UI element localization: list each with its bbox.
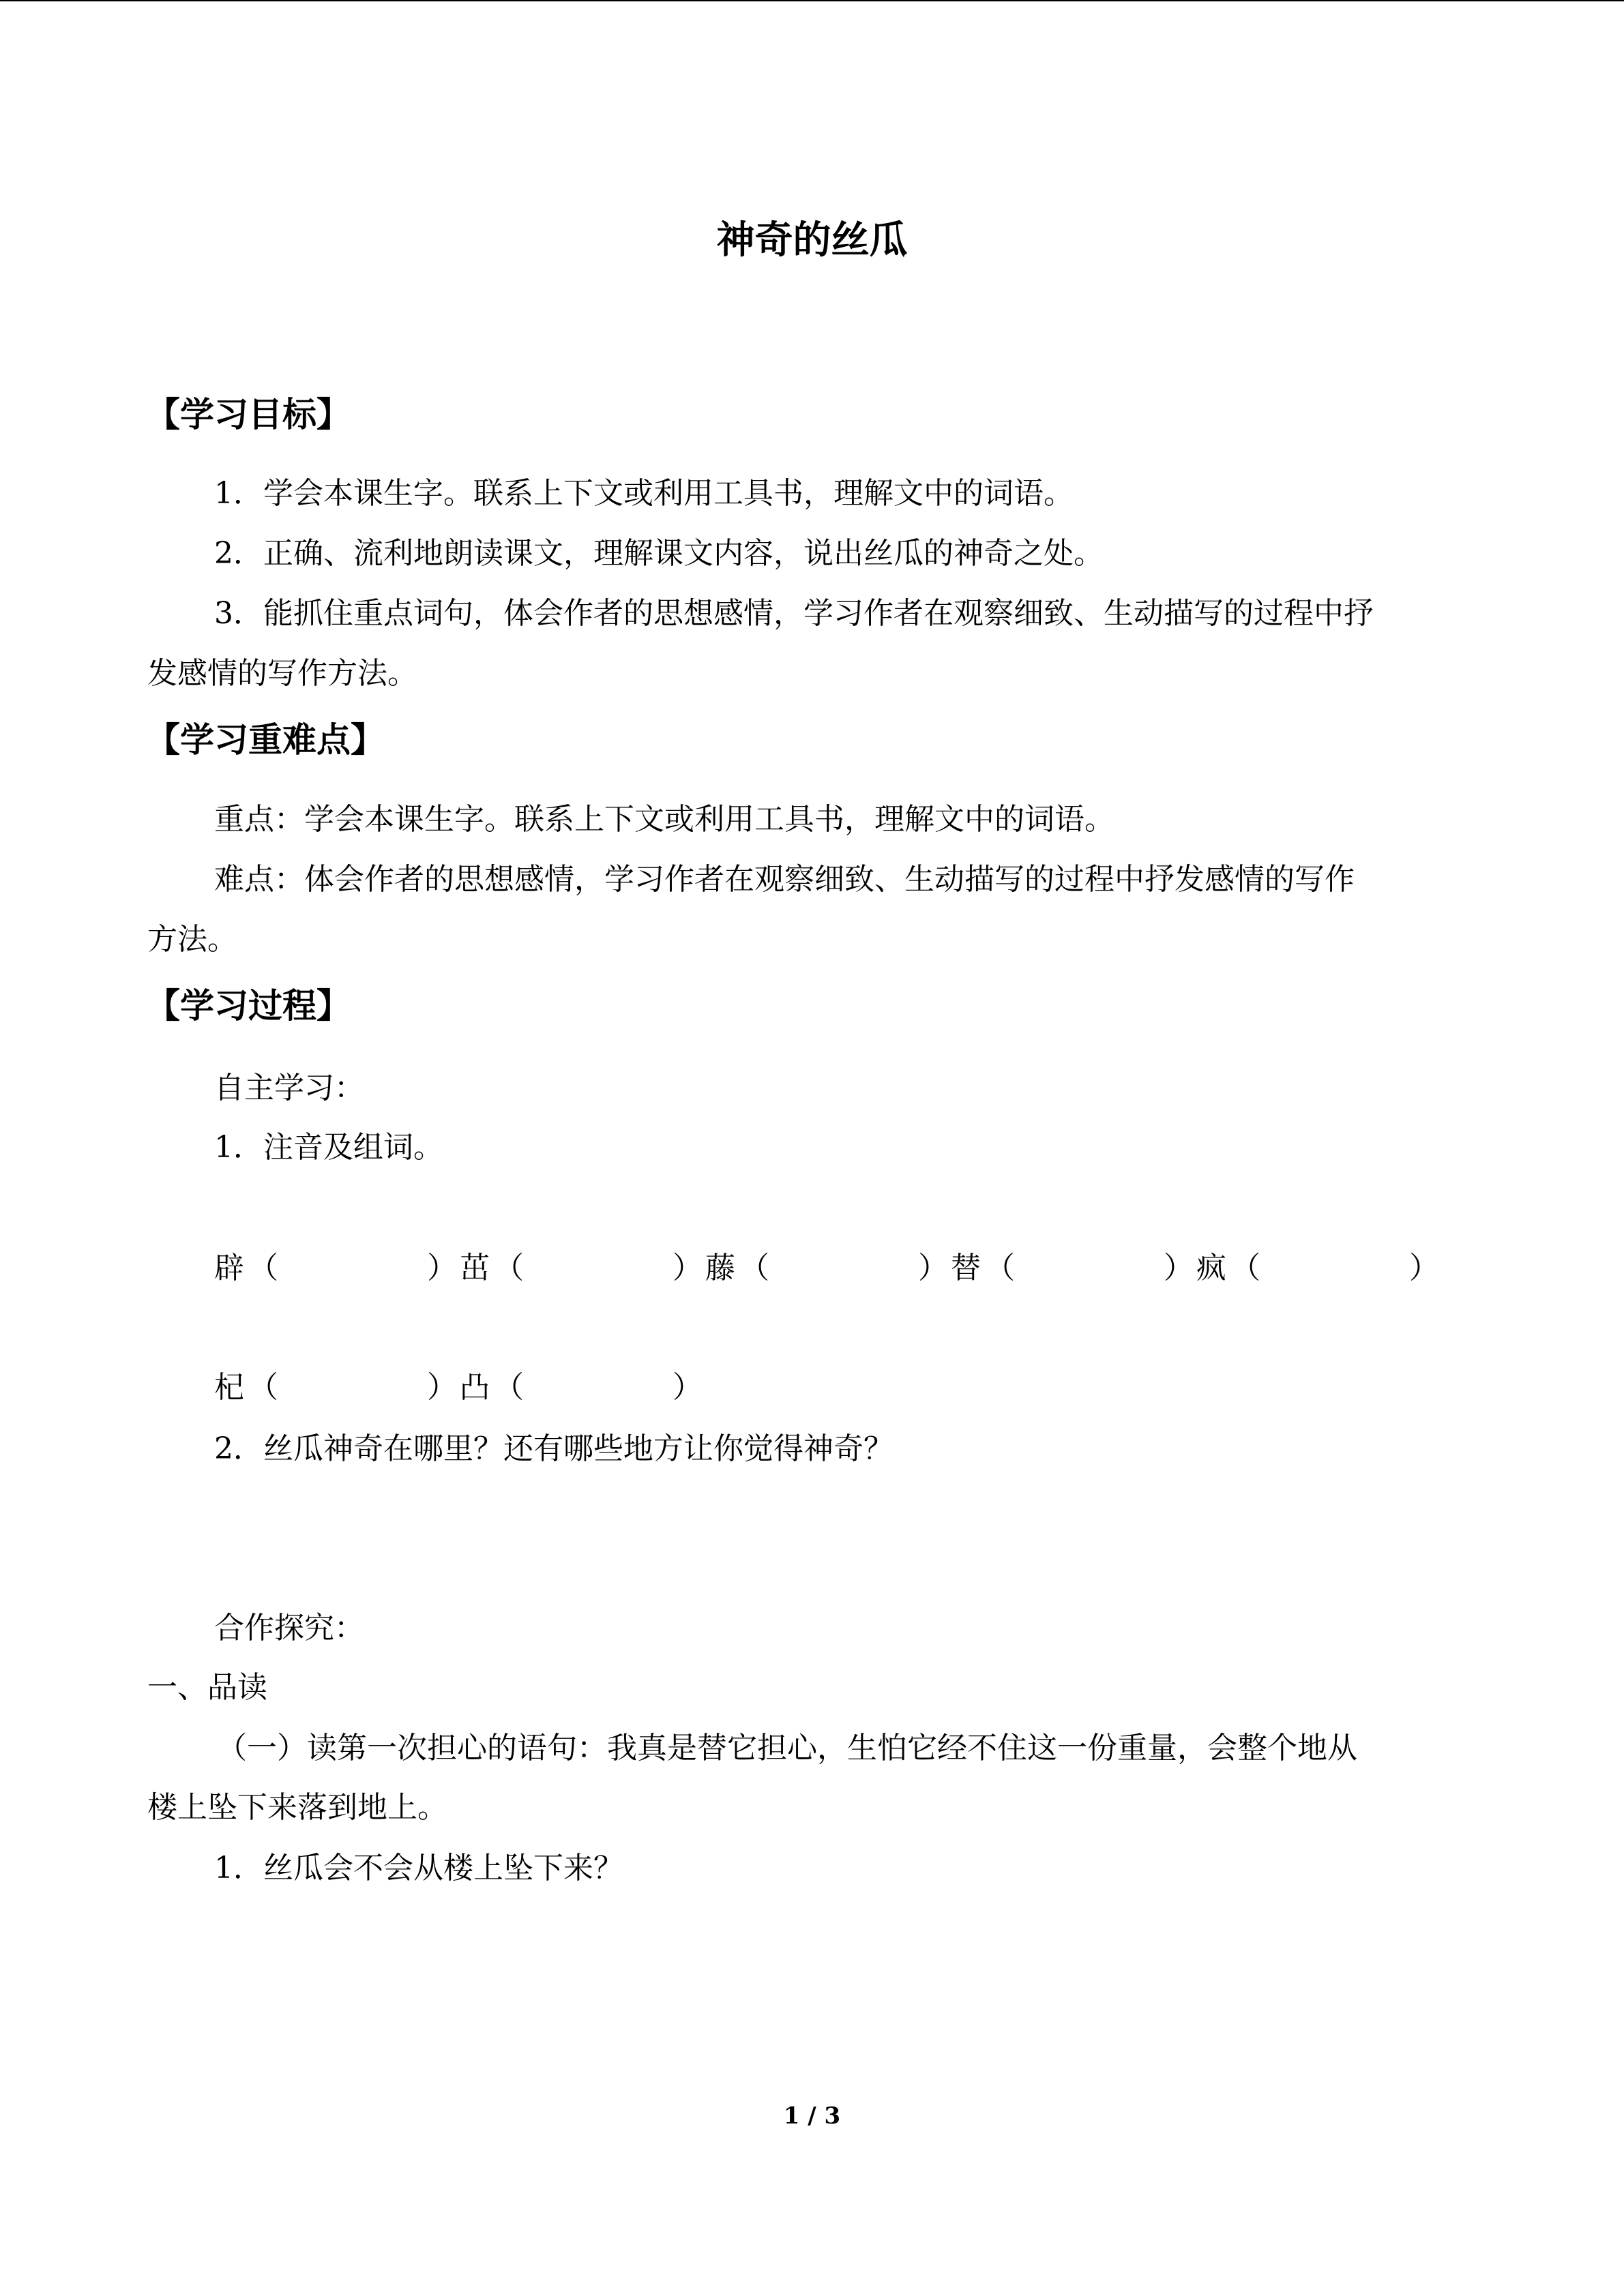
sub-section-1-line-2: 楼上坠下来落到地上。 bbox=[147, 1790, 447, 1825]
sub-section-1-question-1: 1．丝瓜会不会从楼上坠下来？ bbox=[214, 1851, 623, 1885]
blank-char: 凸 bbox=[460, 1370, 490, 1405]
cooperative-inquiry-label: 合作探究： bbox=[214, 1611, 364, 1645]
question-2: 2．丝瓜神奇在哪里？还有哪些地方让你觉得神奇？ bbox=[214, 1431, 894, 1466]
fill-blank-item: 茁 （ ） bbox=[460, 1247, 705, 1289]
fill-blank-item: 藤 （ ） bbox=[705, 1247, 951, 1289]
blank-char: 杞 bbox=[214, 1370, 244, 1405]
goal-item-1: 1．学会本课生字。联系上下文或利用工具书，理解文中的词语。 bbox=[214, 476, 1074, 511]
part-1-heading: 一、品读 bbox=[147, 1670, 267, 1705]
keypoint-focus: 重点：学会本课生字。联系上下文或利用工具书，理解文中的词语。 bbox=[214, 802, 1114, 837]
blank-char: 茁 bbox=[460, 1251, 490, 1285]
section-heading-keypoints: 【学习重难点】 bbox=[146, 720, 385, 760]
keypoint-difficulty-cont: 方法。 bbox=[147, 922, 237, 957]
sub-section-1-line-1: （一）读第一次担心的语句：我真是替它担心，生怕它经不住这一份重量，会整个地从 bbox=[217, 1731, 1357, 1765]
goal-item-2: 2．正确、流利地朗读课文，理解课文内容，说出丝瓜的神奇之处。 bbox=[214, 536, 1104, 571]
page-number: 1 / 3 bbox=[783, 2102, 841, 2130]
section-heading-process: 【学习过程】 bbox=[146, 986, 351, 1026]
fill-blank-row-1 bbox=[214, 1247, 1442, 1289]
section-heading-goals: 【学习目标】 bbox=[146, 395, 351, 434]
blank-char: 替 bbox=[951, 1251, 981, 1285]
keypoint-difficulty: 难点：体会作者的思想感情，学习作者在观察细致、生动描写的过程中抒发感情的写作 bbox=[214, 862, 1355, 897]
blank-char: 疯 bbox=[1196, 1251, 1226, 1285]
fill-blank-item: 凸 （ ） bbox=[460, 1367, 705, 1409]
fill-blank-item: 疯 （ ） bbox=[1196, 1247, 1442, 1289]
page-title: 神奇的丝瓜 bbox=[716, 218, 908, 263]
goal-item-3: 3．能抓住重点词句，体会作者的思想感情，学习作者在观察细致、生动描写的过程中抒 bbox=[214, 596, 1374, 631]
fill-blank-row-2 bbox=[214, 1367, 705, 1409]
blank-char: 藤 bbox=[705, 1251, 735, 1285]
blank-char: 辟 bbox=[214, 1251, 244, 1285]
question-1: 1．注音及组词。 bbox=[214, 1130, 443, 1165]
fill-blank-item: 辟 （ ） bbox=[214, 1247, 460, 1289]
fill-blank-item: 杞 （ ） bbox=[214, 1367, 460, 1409]
goal-item-3-cont: 发感情的写作方法。 bbox=[147, 656, 417, 691]
self-study-label: 自主学习： bbox=[214, 1071, 364, 1105]
fill-blank-item: 替 （ ） bbox=[951, 1247, 1196, 1289]
